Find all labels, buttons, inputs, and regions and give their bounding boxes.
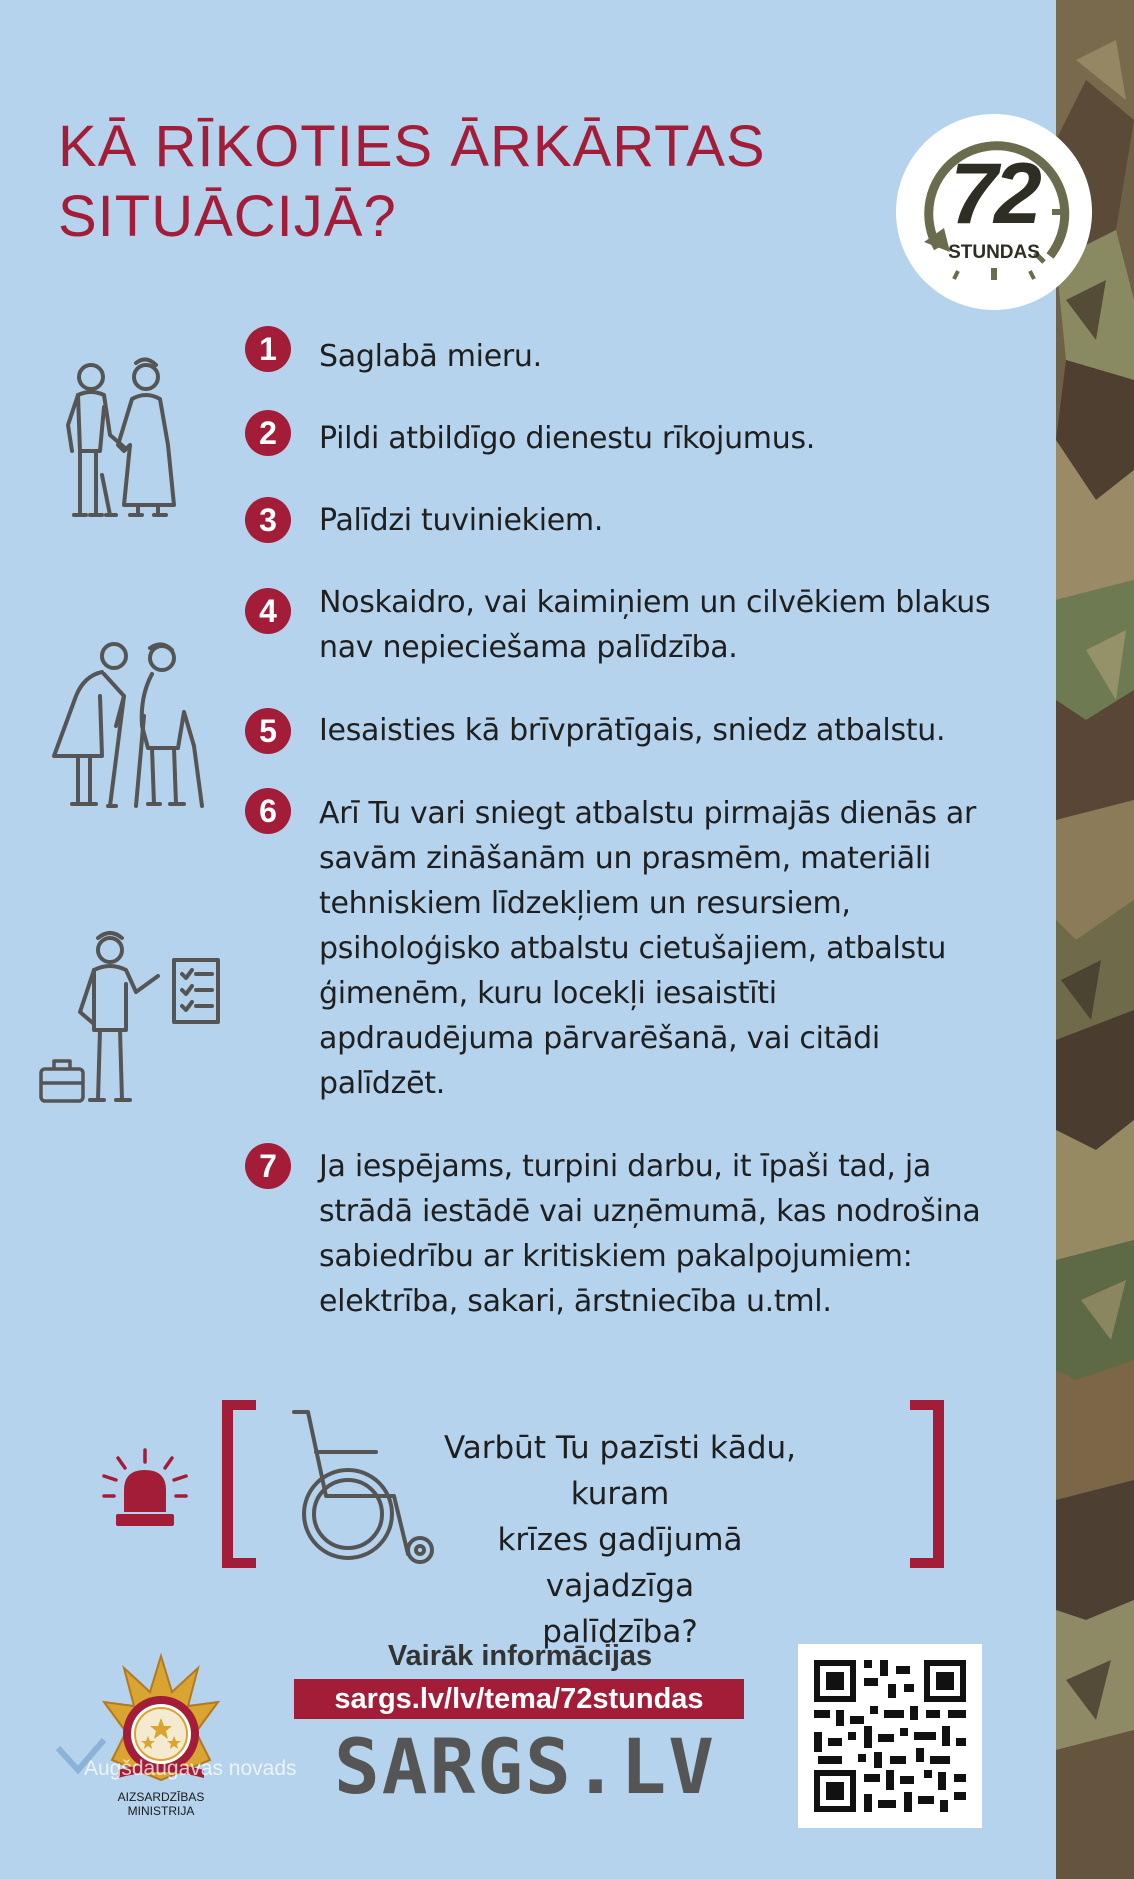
elderly-with-canes-icon (44, 636, 216, 816)
step-text-5 (319, 708, 1049, 753)
step-number-5: 5 (245, 708, 291, 754)
step-2-line: Pildi atbildīgo dienestu rīkojumus. (319, 421, 816, 456)
callout-line: krīzes gadījumā vajadzīga (497, 1522, 743, 1604)
step-6-line: psiholoģisko atbalstu cietušajiem, atbalstu (319, 931, 947, 966)
step-text-4 (319, 580, 1049, 670)
step-text-3 (319, 498, 1049, 543)
step-7-line: sabiedrību ar kritiskiem pakalpojumiem: (319, 1239, 913, 1274)
volunteer-checklist-icon (66, 928, 226, 1108)
callout-line: Varbūt Tu pazīsti kādu, kuram (443, 1430, 797, 1512)
step-number-1: 1 (245, 326, 291, 372)
step-5-line: Iesaisties kā brīvprātīgais, sniedz atbalstu. (319, 713, 946, 748)
badge-word: STUNDAS (948, 242, 1040, 263)
ministry-line: AIZSARDZĪBAS (117, 1790, 205, 1804)
ministry-line: MINISTRIJA (127, 1804, 195, 1818)
step-text-1 (319, 334, 1049, 379)
step-6-line: tehniskiem līdzekļiem un resursiem, (319, 886, 851, 921)
step-number-3: 3 (245, 497, 291, 543)
qr-code-icon (798, 1644, 982, 1828)
step-6-line: palīdzēt. (319, 1066, 445, 1101)
page-title (58, 112, 858, 252)
step-4-line: Noskaidro, vai kaimiņiem un cilvēkiem blakus (319, 585, 991, 620)
watermark-text: Augšdaugavas novads (84, 1757, 297, 1780)
step-3-line: Palīdzi tuviniekiem. (319, 503, 604, 538)
briefcase-icon (38, 1057, 88, 1105)
step-number-4: 4 (245, 588, 291, 634)
step-6-line: apdraudējuma pārvarēšanā, vai citādi (319, 1021, 880, 1056)
step-6-line: Arī Tu vari sniegt atbalstu pirmajās dienās ar (319, 796, 977, 831)
badge-number: 72 (950, 146, 1038, 242)
step-7-line: strādā iestādē vai uzņēmumā, kas nodrošina (319, 1194, 981, 1229)
more-info-label: Vairāk informācijas (387, 1640, 653, 1672)
callout-line: palīdzība? (542, 1614, 698, 1650)
step-6-line: ģimenēm, kuru locekļi iesaistīti (319, 976, 777, 1011)
siren-icon (100, 1448, 190, 1532)
step-number-7: 7 (245, 1143, 291, 1189)
ministry-name (100, 1790, 222, 1818)
callout-text (420, 1425, 820, 1655)
wheelchair-icon (286, 1406, 436, 1566)
72-hours-badge (898, 116, 1090, 308)
step-number-2: 2 (245, 410, 291, 456)
left-bracket (222, 1400, 256, 1568)
title-line-2: SITUĀCIJĀ? (58, 184, 397, 249)
title-line-1: KĀ RĪKOTIES ĀRKĀRTAS (58, 114, 766, 179)
step-text-6 (319, 791, 1049, 1106)
step-7-line: Ja iespējams, turpini darbu, it īpaši tad, ja (319, 1149, 931, 1184)
step-text-7 (319, 1144, 1049, 1324)
step-1-line: Saglabā mieru. (319, 339, 542, 374)
qr-code[interactable] (798, 1644, 982, 1828)
right-bracket (910, 1400, 944, 1568)
elderly-couple-icon (58, 355, 208, 525)
step-7-line: elektrība, sakari, ārstniecība u.tml. (319, 1284, 832, 1319)
step-6-line: savām zināšanām un prasmēm, materiāli (319, 841, 931, 876)
step-4-line: nav nepieciešama palīdzība. (319, 630, 738, 665)
info-url-link[interactable]: sargs.lv/lv/tema/72stundas (294, 1679, 744, 1719)
step-text-2 (319, 416, 1049, 461)
sargs-brand-logo: SARGS.LV (333, 1722, 717, 1811)
step-number-6: 6 (245, 788, 291, 834)
